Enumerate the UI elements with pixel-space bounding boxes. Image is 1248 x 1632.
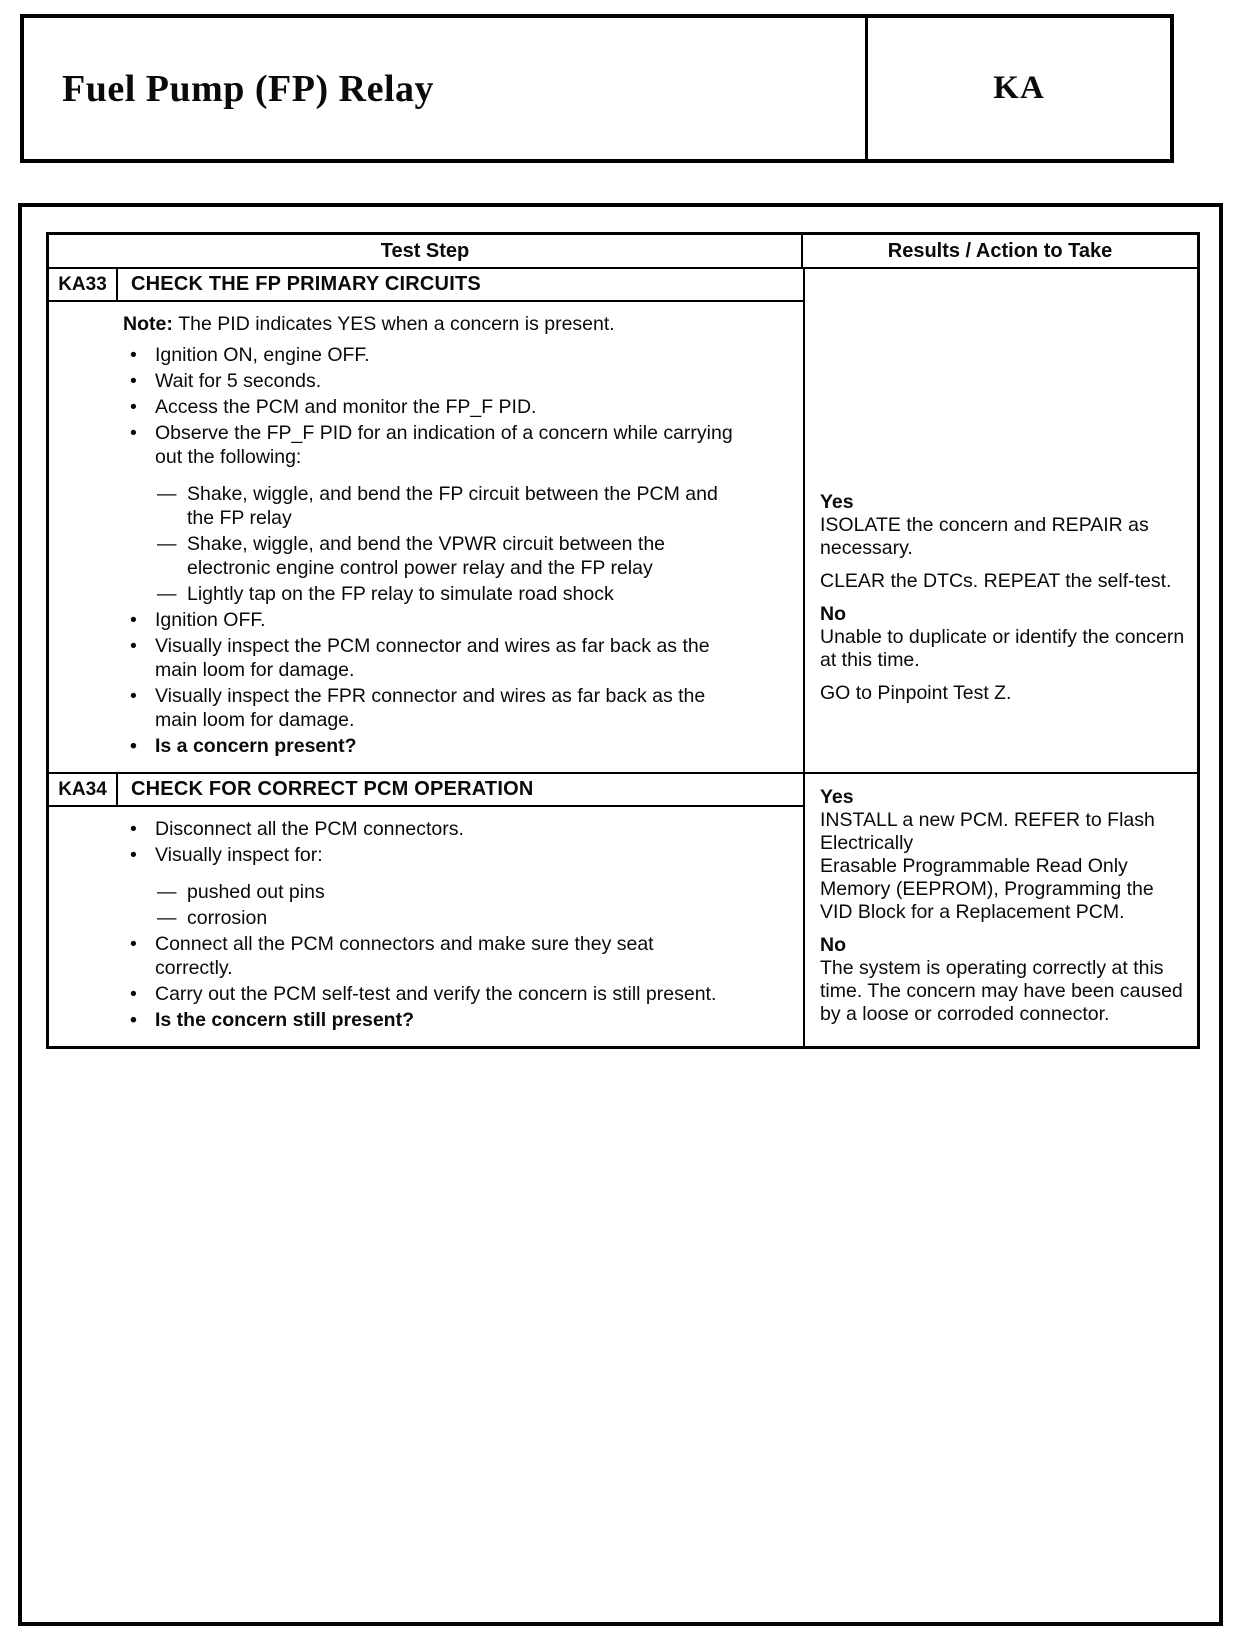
test-step-number: KA33 [49,269,118,302]
test-step-item [123,817,733,841]
test-step-item [157,582,733,606]
step-text: Lightly tap on the FP relay to simulate road shock [187,583,614,605]
page-title: Fuel Pump (FP) Relay [62,67,435,110]
step-text: Connect all the PCM connectors and make sure they seat correctly. [155,933,654,979]
step-text: Visually inspect the PCM connector and wires as far back as the main loom for damage. [155,635,710,681]
test-section [49,772,1197,1046]
step-text: Ignition OFF. [155,609,266,631]
test-step-item [123,982,733,1006]
test-step-item [123,369,733,393]
bullet-marker: • [130,396,137,418]
bullet-marker: • [130,370,137,392]
step-text: corrosion [187,907,268,929]
test-step-item [123,932,733,980]
step-text: pushed out pins [187,881,325,903]
step-text: Visually inspect for: [155,844,323,866]
step-text: Is the concern still present? [155,1009,414,1031]
test-step-item [123,843,733,867]
pinpoint-table-sections [49,269,1197,1046]
result-action-text: Erasable Programmable Read Only Memory (EEPROM), Programming the VID Block for a Replacement PCM. [820,855,1154,923]
result-answer-label: No [820,603,846,625]
result-action-text: Unable to duplicate or identify the concern at this time. [820,626,1185,671]
dash-marker: — [157,907,177,929]
step-text: Shake, wiggle, and bend the VPWR circuit between the electronic engine control power relay and the FP relay [187,533,666,579]
test-step-title: CHECK FOR CORRECT PCM OPERATION [118,774,803,807]
bullet-marker: • [130,844,137,866]
page-header-title-cell [24,18,868,159]
test-step-number: KA34 [49,774,118,807]
test-step-item [157,880,733,904]
test-step-item [123,343,733,367]
test-step-item [123,312,733,336]
result-action-text: INSTALL a new PCM. REFER to Flash Electrically [820,809,1155,854]
test-step-title: CHECK THE FP PRIMARY CIRCUITS [118,269,803,302]
step-text: Ignition ON, engine OFF. [155,344,370,366]
step-text: Access the PCM and monitor the FP_F PID. [155,396,537,418]
test-step-item [157,906,733,930]
column-header-test-step: Test Step [49,235,803,267]
test-step-body [49,302,803,772]
step-text: Is a concern present? [155,735,357,757]
bullet-marker: • [130,933,137,955]
dash-marker: — [157,583,177,605]
step-text: Visually inspect the FPR connector and wires as far back as the main loom for damage. [155,685,706,731]
test-step-item [123,395,733,419]
bullet-marker: • [130,818,137,840]
test-step-item [123,1008,733,1032]
result-answer-label: Yes [820,491,854,513]
bullet-marker: • [130,735,137,757]
pinpoint-test-code: KA [993,70,1045,106]
test-step-item [157,532,733,580]
test-step-item [123,421,733,469]
result-answer-label: Yes [820,786,854,808]
note-label: Note: [123,313,179,335]
bullet-marker: • [130,344,137,366]
results-cell [803,774,1197,1046]
bullet-marker: • [130,609,137,631]
test-step-item [123,608,733,632]
step-text: Observe the FP_F PID for an indication of a concern while carrying out the following: [155,422,733,468]
bullet-marker: • [130,635,137,657]
bullet-marker: • [130,983,137,1005]
results-cell [803,269,1197,772]
result-action-text: GO to Pinpoint Test Z. [820,682,1012,704]
step-text: Disconnect all the PCM connectors. [155,818,464,840]
column-header-results: Results / Action to Take [887,240,1113,262]
bullet-marker: • [130,685,137,707]
dash-marker: — [157,533,177,555]
test-step-body [49,807,803,1046]
result-action-text: The system is operating correctly at this time. The concern may have been caused by a loose or corroded connector. [820,957,1183,1025]
bullet-marker: • [130,422,137,444]
test-section [49,269,1197,772]
result-action-text: ISOLATE the concern and REPAIR as necessary. [820,514,1149,559]
page-header-box [20,14,1174,163]
test-step-item [157,482,733,530]
table-header-row [49,235,1197,269]
test-step-item [123,684,733,732]
test-step-item [123,634,733,682]
pinpoint-test-table [46,232,1200,1049]
note-text: The PID indicates YES when a concern is present. [178,313,615,335]
result-action-text: CLEAR the DTCs. REPEAT the self-test. [820,570,1172,592]
test-step-item [123,734,733,758]
dash-marker: — [157,881,177,903]
bullet-marker: • [130,1009,137,1031]
result-answer-label: No [820,934,846,956]
page-header-code-cell [868,18,1170,159]
step-text: Wait for 5 seconds. [155,370,322,392]
step-text: Carry out the PCM self-test and verify the concern is still present. [155,983,717,1005]
step-text: Shake, wiggle, and bend the FP circuit between the PCM and the FP relay [187,483,718,529]
dash-marker: — [157,483,177,505]
